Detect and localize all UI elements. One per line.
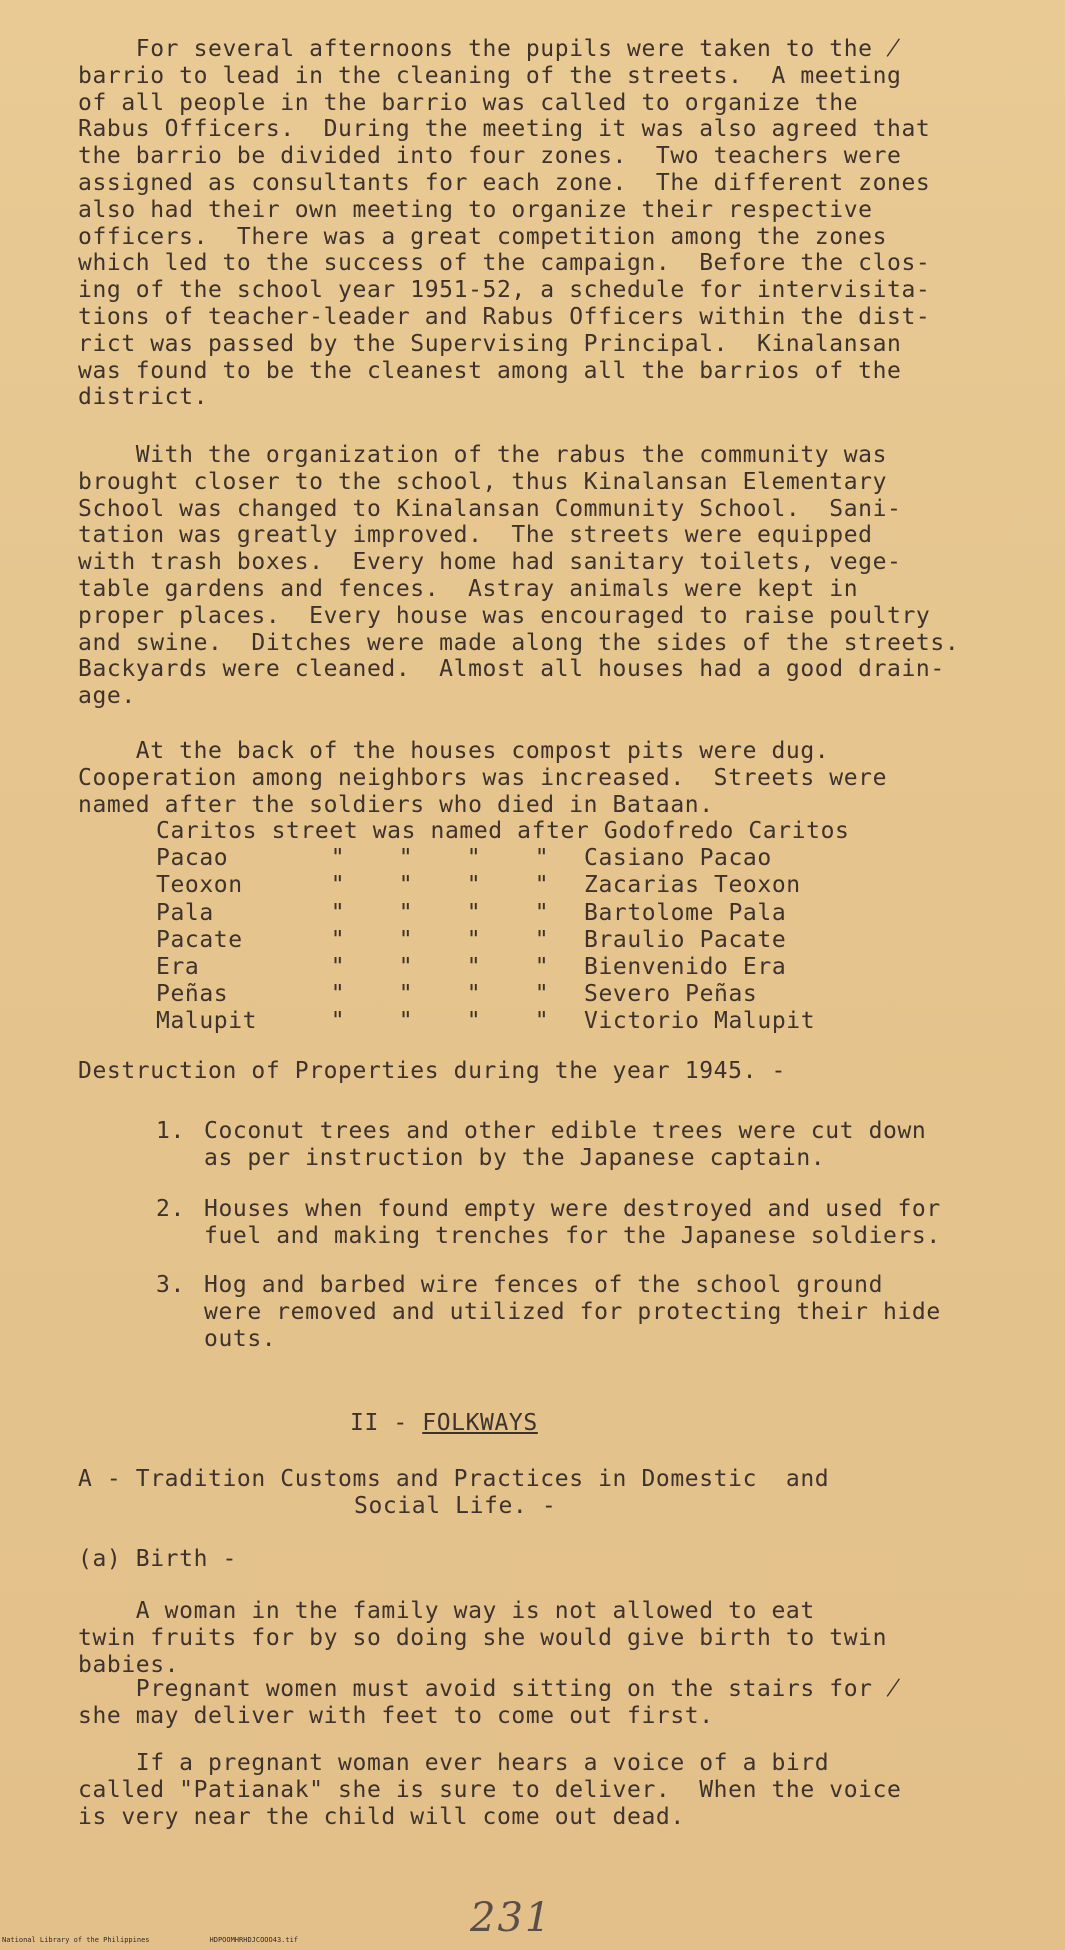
text-line: named after the soldiers who died in Bataan.	[78, 791, 714, 818]
ditto-mark: "	[398, 953, 414, 980]
scan-footer	[2, 1936, 358, 1944]
text-line: Rabus Officers. During the meeting it was also agreed that	[78, 116, 931, 143]
page-number: 231	[470, 1895, 553, 1941]
ditto-mark: "	[466, 981, 482, 1008]
text-line: If a pregnant woman ever hears a voice of a bird	[78, 1750, 830, 1776]
street-names-list	[156, 818, 849, 1036]
destruction-heading: Destruction of Properties during the year 1945. -	[78, 1058, 786, 1084]
ditto-mark: "	[466, 872, 482, 899]
text-line: Pregnant women must avoid sitting on the stairs for ̸	[78, 1676, 901, 1702]
text-line: officers. There was a great competition among the zones	[78, 223, 888, 250]
ditto-mark: "	[466, 953, 482, 980]
footer-filename: HDPOOMHRHDJCOOO43.tif	[209, 1936, 299, 1944]
ditto-mark: "	[534, 899, 550, 926]
destruction-list-item	[156, 1272, 1036, 1352]
street-name: Era	[156, 953, 200, 980]
street-name: Malupit	[156, 1008, 258, 1035]
text-line: was found to be the cleanest among all the barrios of the	[78, 357, 902, 384]
text-line: Coconut trees and other edible trees were cut down	[204, 1118, 927, 1144]
street-row	[156, 981, 849, 1008]
text-line: tions of teacher-leader and Rabus Officers within the dist-	[78, 303, 931, 330]
text-line: Social Life. -	[354, 1492, 557, 1519]
text-line: is very near the child will come out dead.	[78, 1803, 685, 1830]
soldier-name: Severo Peñas	[584, 981, 758, 1008]
text-line: with trash boxes. Every home had sanitary toilets, vege-	[78, 549, 902, 576]
street-name: Pacao	[156, 845, 229, 872]
street-name: Pala	[156, 899, 214, 926]
ditto-mark: "	[534, 872, 550, 899]
street-name: Pacate	[156, 926, 243, 953]
text-line: rict was passed by the Supervising Principal. Kinalansan	[78, 330, 902, 357]
destruction-list-item	[156, 1196, 1036, 1250]
text-line: twin fruits for by so doing she would give birth to twin	[78, 1624, 888, 1651]
street-row	[156, 900, 849, 927]
ditto-mark: "	[398, 926, 414, 953]
ditto-mark: "	[330, 872, 346, 899]
subheading-traditions	[78, 1466, 829, 1520]
street-row	[156, 845, 849, 872]
section-heading	[350, 1410, 538, 1436]
soldier-name: Bartolome Pala	[584, 899, 787, 926]
section-prefix: II -	[350, 1410, 423, 1436]
ditto-mark: "	[534, 926, 550, 953]
street-names-header: Caritos street was named after Godofredo Caritos	[156, 818, 850, 844]
paragraph-twin-fruits	[78, 1598, 1028, 1678]
soldier-name: Braulio Pacate	[584, 926, 787, 953]
text-line: Houses when found empty were destroyed and used for	[204, 1196, 941, 1222]
text-line: With the organization of the rabus the community was	[78, 442, 888, 468]
ditto-mark: "	[466, 899, 482, 926]
paragraph-patianak	[78, 1750, 1028, 1830]
street-name: Peñas	[156, 981, 229, 1008]
text-line: For several afternoons the pupils were taken to the ̸	[78, 36, 901, 62]
text-line: School was changed to Kinalansan Community School. Sani-	[78, 495, 902, 522]
text-line: At the back of the houses compost pits were dug.	[78, 738, 830, 764]
text-line: were removed and utilized for protecting their hide	[204, 1298, 941, 1325]
soldier-name: Bienvenido Era	[584, 953, 787, 980]
text-line: also had their own meeting to organize their respective	[78, 196, 873, 223]
section-title: FOLKWAYS	[422, 1410, 538, 1436]
text-line: barrio to lead in the cleaning of the streets. A meeting	[78, 62, 902, 89]
text-line: table gardens and fences. Astray animals were kept in	[78, 575, 859, 602]
ditto-mark: "	[534, 953, 550, 980]
ditto-mark: "	[398, 1008, 414, 1035]
street-row	[156, 954, 849, 981]
ditto-mark: "	[466, 926, 482, 953]
ditto-mark: "	[330, 845, 346, 872]
ditto-mark: "	[398, 872, 414, 899]
text-line: A - Tradition Customs and Practices in Domestic and	[78, 1466, 830, 1492]
soldier-name: Victorio Malupit	[584, 1008, 816, 1035]
footer-library: National Library of the Philippines	[2, 1936, 150, 1944]
ditto-mark: "	[534, 1008, 550, 1035]
ditto-mark: "	[466, 1008, 482, 1035]
paragraph-rabus-campaign	[78, 36, 1028, 411]
street-row	[156, 927, 849, 954]
street-row	[156, 1008, 849, 1035]
text-line: the barrio be divided into four zones. Two teachers were	[78, 143, 902, 170]
destruction-list-item	[156, 1118, 1036, 1172]
text-line: called "Patianak" she is sure to deliver. When the voice	[78, 1776, 902, 1803]
text-line: which led to the success of the campaign. Before the clos-	[78, 250, 931, 277]
ditto-mark: "	[330, 1008, 346, 1035]
ditto-mark: "	[534, 845, 550, 872]
ditto-mark: "	[398, 899, 414, 926]
paragraph-community-school	[78, 442, 1028, 710]
text-line: fuel and making trenches for the Japanese soldiers.	[204, 1222, 941, 1249]
list-number: 3.	[156, 1272, 185, 1298]
ditto-mark: "	[398, 845, 414, 872]
birth-label: (a) Birth -	[78, 1546, 237, 1572]
text-line: ing of the school year 1951-52, a schedule for intervisita-	[78, 277, 931, 304]
ditto-mark: "	[466, 845, 482, 872]
list-number: 2.	[156, 1196, 185, 1222]
ditto-mark: "	[330, 899, 346, 926]
text-line: of all people in the barrio was called to organize the	[78, 89, 859, 116]
text-line: outs.	[204, 1325, 277, 1352]
ditto-mark: "	[398, 981, 414, 1008]
text-line: Cooperation among neighbors was increased. Streets were	[78, 764, 888, 791]
ditto-mark: "	[330, 953, 346, 980]
text-line: brought closer to the school, thus Kinalansan Elementary	[78, 468, 888, 495]
text-line: assigned as consultants for each zone. The different zones	[78, 169, 931, 196]
text-line: district.	[78, 384, 209, 411]
text-line: and swine. Ditches were made along the sides of the streets.	[78, 629, 960, 656]
text-line: babies.	[78, 1651, 180, 1678]
ditto-mark: "	[330, 981, 346, 1008]
text-line: as per instruction by the Japanese captain.	[204, 1144, 826, 1171]
list-number: 1.	[156, 1118, 185, 1144]
soldier-name: Casiano Pacao	[584, 845, 772, 872]
street-row	[156, 872, 849, 899]
paragraph-compost-streets	[78, 738, 1028, 818]
text-line: A woman in the family way is not allowed to eat	[78, 1598, 815, 1624]
street-name: Teoxon	[156, 872, 243, 899]
text-line: proper places. Every house was encouraged to raise poultry	[78, 602, 931, 629]
text-line: tation was greatly improved. The streets were equipped	[78, 522, 873, 549]
text-line: age.	[78, 683, 136, 710]
ditto-mark: "	[330, 926, 346, 953]
paragraph-stairs	[78, 1676, 1028, 1730]
ditto-mark: "	[534, 981, 550, 1008]
soldier-name: Zacarias Teoxon	[584, 872, 801, 899]
text-line: Backyards were cleaned. Almost all houses had a good drain-	[78, 656, 945, 683]
text-line: she may deliver with feet to come out first.	[78, 1702, 714, 1729]
text-line: Hog and barbed wire fences of the school ground	[204, 1272, 884, 1298]
